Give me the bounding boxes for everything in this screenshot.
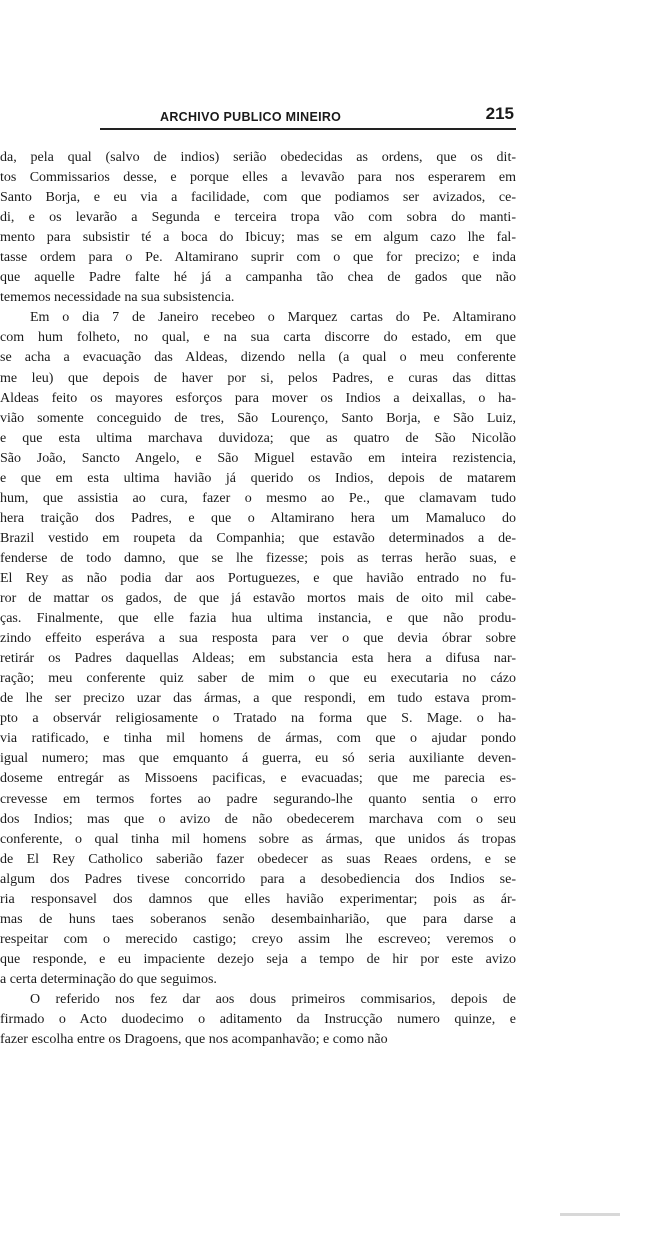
text-line: mento para subsistir té a boca do Ibicuy; mas se em algum cazo lhe fal- xyxy=(0,230,516,246)
paragraph xyxy=(0,308,516,990)
text-line: doseme entregár as Missoens pacificas, e evacuadas; que me parecia es- xyxy=(0,771,516,787)
paragraph xyxy=(0,990,516,1050)
text-line: da, pela qual (salvo de indios) serião obedecidas as ordens, que os dit- xyxy=(0,150,516,165)
text-line: respeitar com o merecido castigo; creyo assim lhe escreveo; veremos o xyxy=(0,931,516,947)
text-line: me leu) que depois de haver por si, pelos Padres, e curas das dittas xyxy=(0,370,516,386)
text-line: hera traição dos Padres, e que o Altamirano hera um Mamaluco do xyxy=(0,510,516,526)
text-line: di, e os levarão a Segunda e terceira tropa vão com sobra do manti- xyxy=(0,210,516,226)
text-line: algum dos Padres tivese concorrido para a desobediencia dos Indios se- xyxy=(0,871,516,887)
text-line: ria responsavel dos damnos que elles havião experimentar; pois as ár- xyxy=(0,891,516,907)
text-line: retirár os Padres daquellas Aldeas; em substancia esta hera a difusa nar- xyxy=(0,651,516,667)
text-line: El Rey as não podia dar aos Portuguezes, e que havião entrado no fu- xyxy=(0,570,516,586)
text-line: dos Indios; mas que o avizo de não obedecerem marchava com o seu xyxy=(0,811,516,827)
text-line: e que esta ultima marchava duvidoza; que as quatro de São Nicolão xyxy=(0,430,516,446)
text-line: tasse ordem para o Pe. Altamirano suprir com o que for precizo; e inda xyxy=(0,250,516,266)
text-line: firmado o Acto duodecimo o aditamento da Instrucção numero quinze, e xyxy=(0,1012,516,1028)
text-line: ror de mattar os gados, de que já estavão mortos mais de oito mil cabe- xyxy=(0,591,516,607)
text-line: igual numero; mas que emquanto á guerra, eu só seria auxiliante deven- xyxy=(0,751,516,767)
text-line: zindo effeito esperáva a sua resposta para ver o que devia óbrar sobre xyxy=(0,631,516,647)
text-line: ração; meu conferente quiz saber de mim o que eu executaria no cázo xyxy=(0,671,516,687)
text-line: Aldeas feito os mayores esforços para mover os Indios a deixallas, o ha- xyxy=(0,390,516,406)
text-line: pto a observár religiosamente o Tratado na forma que S. Mage. o ha- xyxy=(0,711,516,727)
text-line: se acha a evacuação das Aldeas, dizendo nella (a qual o meu conferente xyxy=(0,350,516,366)
text-line: conferente, o qual tinha mil homens sobre as ármas, que unidos ás tropas xyxy=(0,831,516,847)
text-line: a certa determinação do que seguimos. xyxy=(0,971,217,987)
paragraph xyxy=(0,148,516,308)
running-head: ARCHIVO PUBLICO MINEIRO xyxy=(160,110,342,124)
text-line: fazer escolha entre os Dragoens, que nos acompanhavão; e como não xyxy=(0,1032,388,1048)
page-number: 215 xyxy=(485,104,514,123)
text-line: Santo Borja, e eu via a facilidade, com que podiamos ser avizados, ce- xyxy=(0,190,516,206)
page-header xyxy=(100,106,516,130)
text-line: hum, que assistia ao cura, fazer o mesmo ao Pe., que clamavam tudo xyxy=(0,490,516,506)
text-line: de El Rey Catholico saberião fazer obedecer as suas Reaes ordens, e se xyxy=(0,851,516,867)
text-line: vião somente conceguido de tres, São Lourenço, Santo Borja, e São Luiz, xyxy=(0,410,516,426)
scan-artifact xyxy=(560,1213,620,1216)
text-line: que responde, e eu impaciente dezejo seja a tempo de hir por este avizo xyxy=(0,951,516,967)
text-line: com hum folheto, no qual, e na sua carta discorre do estado, em que xyxy=(0,330,516,346)
text-line: via ratificado, e tinha mil homens de ármas, com que o ajudar pondo xyxy=(0,731,516,747)
text-line: tos Commissarios desse, e porque elles a levavão para nos esperarem em xyxy=(0,170,516,186)
text-line: Brazil vestido em roupeta da Companhia; que estavão determinados a de- xyxy=(0,530,516,546)
text-line: crevesse em termos fortes ao padre segurando-lhe quanto sentia o erro xyxy=(0,791,516,807)
text-line: O referido nos fez dar aos dous primeiros commisarios, depois de xyxy=(30,991,516,1007)
text-line: que aquelle Padre falte hé já a campanha tão chea de gados que não xyxy=(0,270,516,286)
text-line: de lhe ser precizo uzar das ármas, a que respondi, em tudo estava prom- xyxy=(0,691,516,707)
text-line: Em o dia 7 de Janeiro recebeo o Marquez cartas do Pe. Altamirano xyxy=(30,310,516,326)
text-line: São João, Sancto Angelo, e São Miguel estavão em inteira rezistencia, xyxy=(0,450,516,466)
text-line: mas de huns taes soberanos senão desembainharião, que para darse a xyxy=(0,911,516,927)
text-line: ças. Finalmente, que elle fazia hua ultima instancia, e que não produ- xyxy=(0,611,516,627)
body-text xyxy=(0,148,516,1050)
text-line: e que em esta ultima havião já querido os Indios, depois de matarem xyxy=(0,470,516,486)
text-line: fenderse de todo damno, que se lhe fizesse; pois as terras herão suas, e xyxy=(0,550,516,566)
text-line: tememos necessidade na sua subsistencia. xyxy=(0,290,235,306)
